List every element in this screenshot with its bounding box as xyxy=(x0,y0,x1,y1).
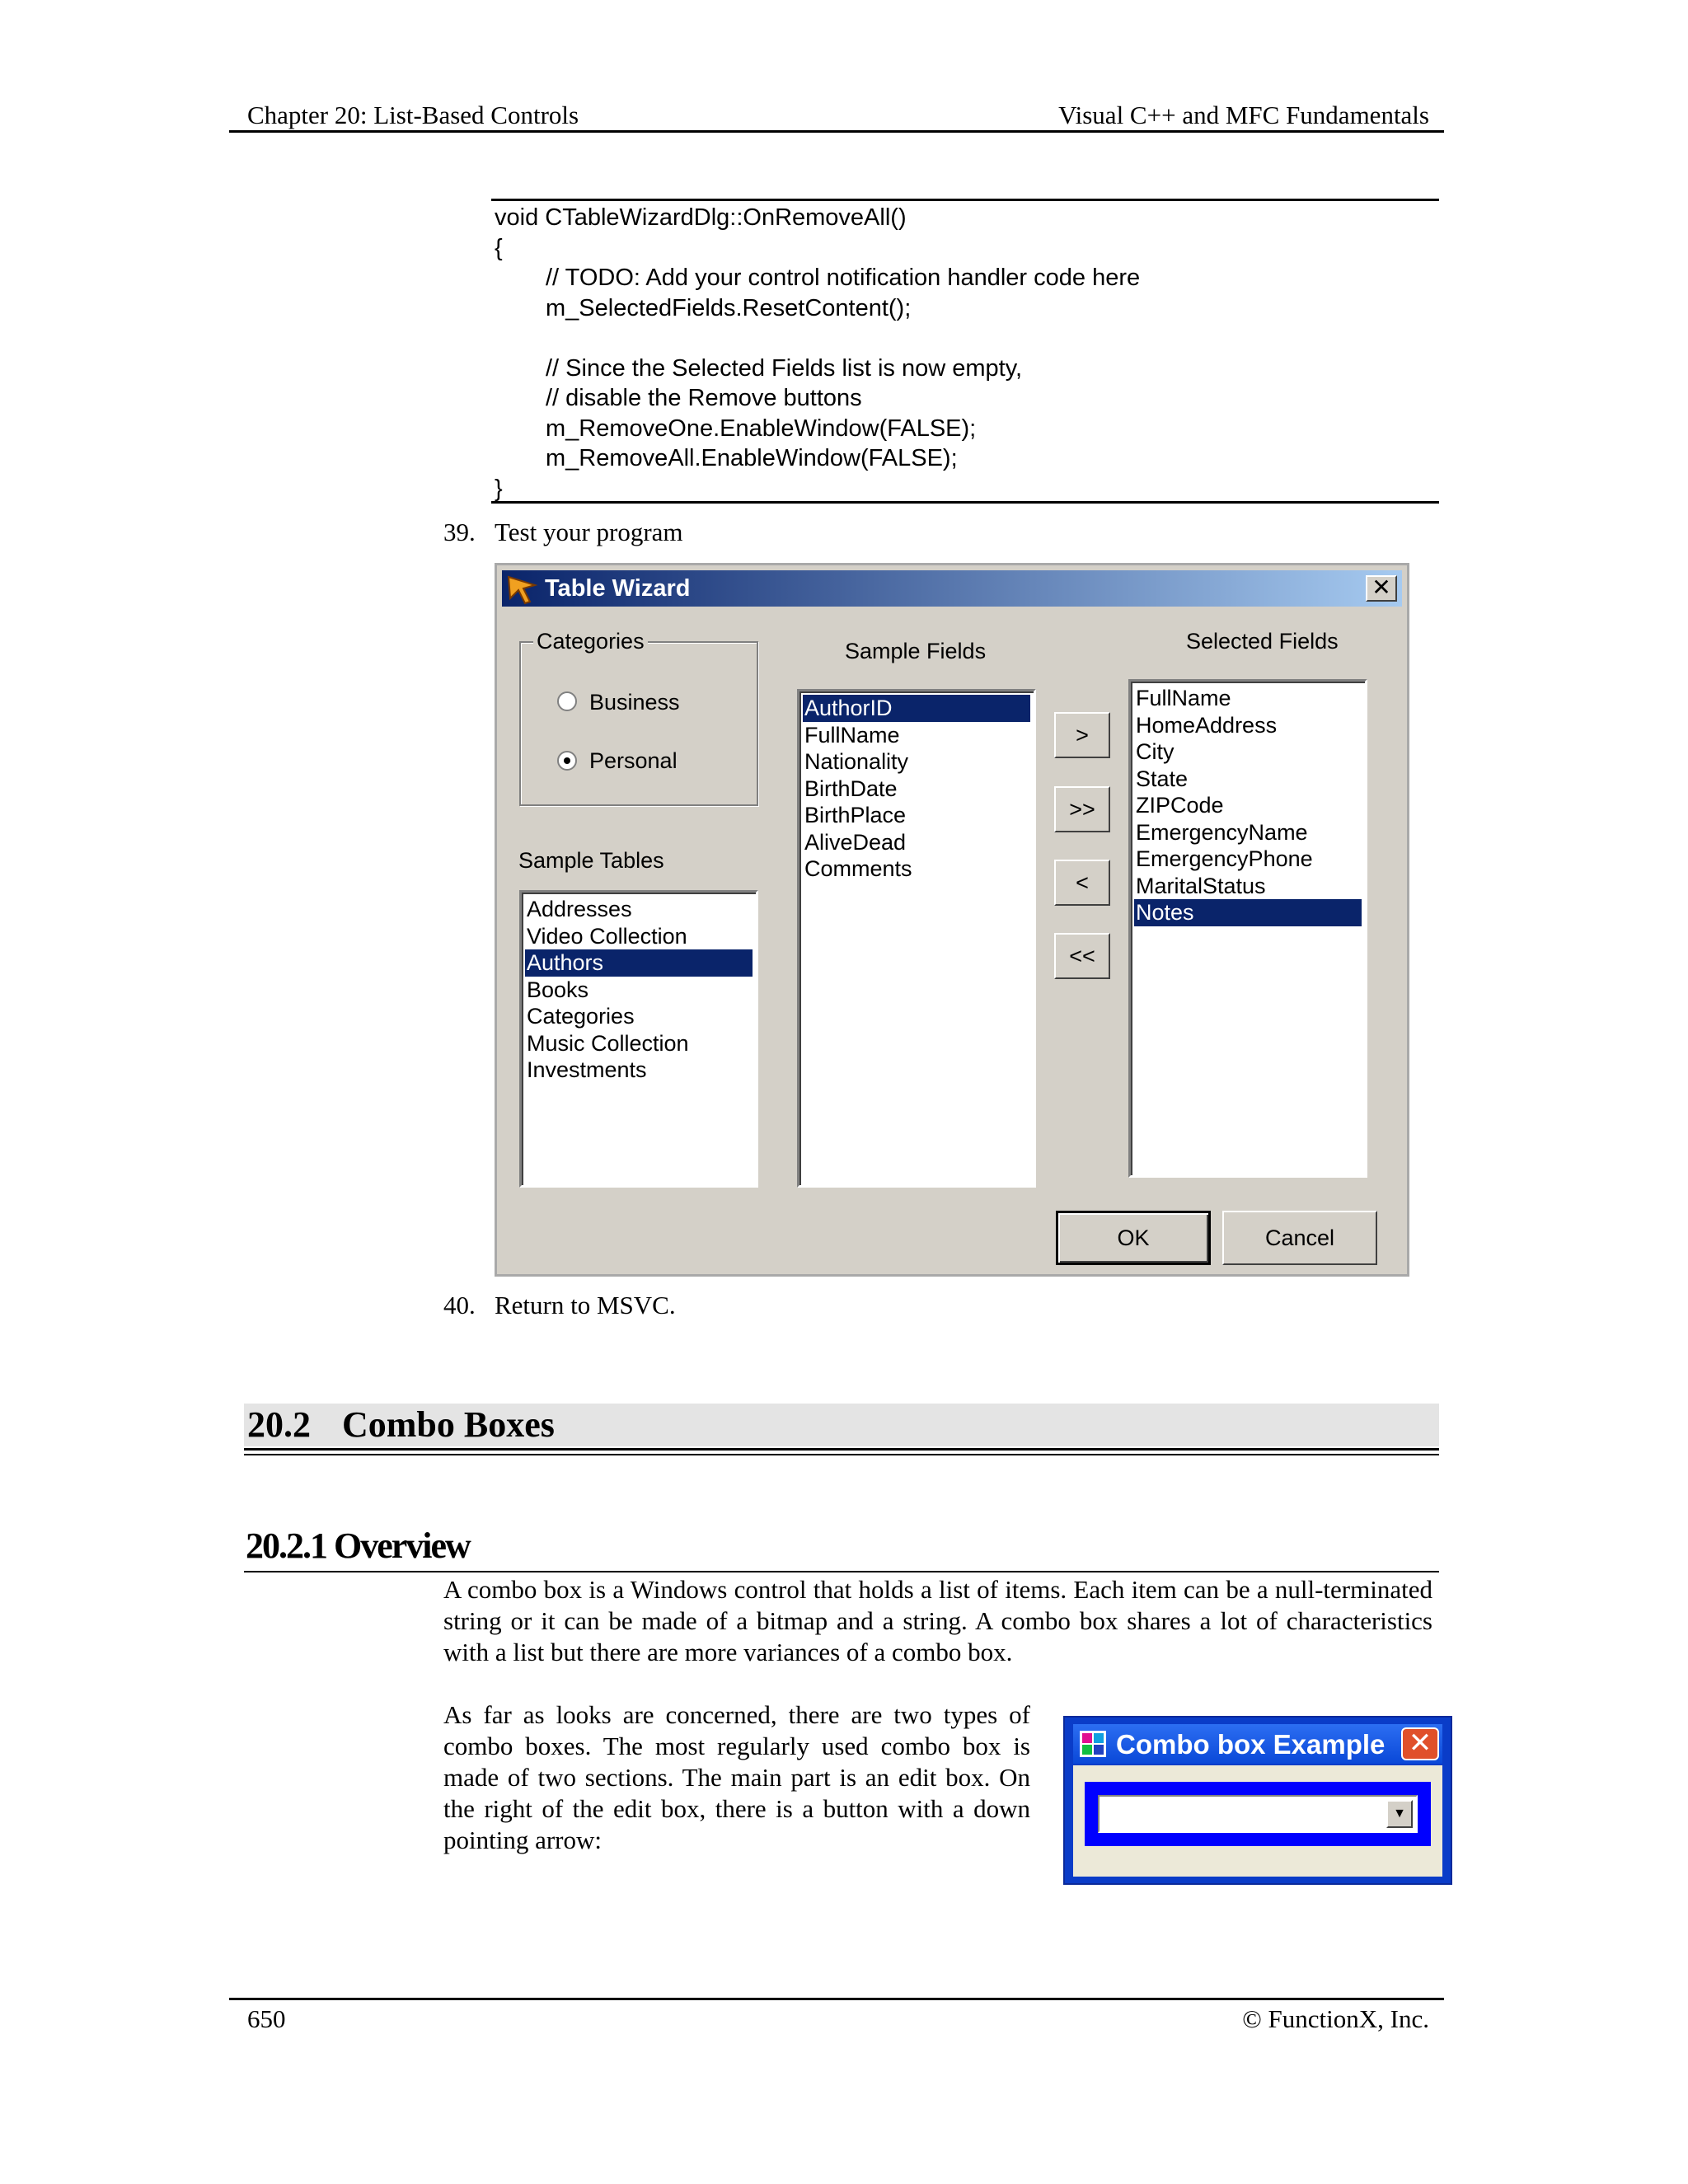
list-item[interactable]: Video Collection xyxy=(527,923,687,949)
subsection-rule xyxy=(244,1571,1439,1572)
combo-example-client-area xyxy=(1073,1765,1442,1877)
footer-rule xyxy=(229,1998,1444,2000)
list-item[interactable]: FullName xyxy=(1136,686,1231,710)
list-item[interactable]: Categories xyxy=(527,1004,635,1029)
list-item[interactable]: AliveDead xyxy=(804,829,907,855)
categories-label: Categories xyxy=(533,629,648,654)
header-rule xyxy=(229,130,1444,133)
list-item[interactable]: EmergencyPhone xyxy=(1136,846,1313,871)
list-item[interactable]: EmergencyName xyxy=(1136,819,1308,845)
code-line: // Since the Selected Fields list is now empty, xyxy=(546,354,1023,382)
list-item[interactable]: State xyxy=(1136,766,1189,791)
list-item[interactable]: Music Collection xyxy=(527,1030,689,1056)
list-item[interactable]: BirthDate xyxy=(804,776,898,801)
sample-tables-list[interactable] xyxy=(519,890,758,1188)
list-item[interactable]: AuthorID xyxy=(803,695,1030,722)
dialog-title-bar[interactable] xyxy=(502,570,1402,607)
code-line xyxy=(495,323,1434,354)
business-radio[interactable] xyxy=(557,691,577,711)
chevron-down-icon[interactable]: ▼ xyxy=(1386,1800,1413,1828)
header-chapter: Chapter 20: List-Based Controls xyxy=(247,101,579,129)
overview-paragraph-2: As far as looks are concerned, there are two types of combo boxes. The most regularly used combo box is made of two sections. The main part is an edit box. On the right of the edit box, there is a button with a down pointing arrow: xyxy=(443,1700,1030,1854)
combo-box-example-window xyxy=(1063,1716,1452,1885)
list-item[interactable]: FullName xyxy=(804,722,900,748)
selected-fields-label: Selected Fields xyxy=(1186,629,1339,654)
combo-example-title-bar[interactable] xyxy=(1073,1724,1442,1764)
page-number: 650 xyxy=(247,2004,286,2033)
table-wizard-dialog xyxy=(495,563,1409,1277)
section-title: Combo Boxes xyxy=(342,1404,555,1445)
code-top-rule xyxy=(491,199,1439,201)
list-item[interactable]: City xyxy=(1136,739,1175,764)
code-line: // disable the Remove buttons xyxy=(546,385,862,411)
overview-paragraph-1: A combo box is a Windows control that holds a list of items. Each item can be a null-terminated string or it can be made of a bitmap and a string. A combo box shares a lot of characteristics with a list but there are more variances of a combo box. xyxy=(443,1575,1432,1666)
list-item[interactable]: Comments xyxy=(804,856,912,881)
code-line: { xyxy=(495,234,503,261)
add-one-button[interactable]: > xyxy=(1054,712,1110,758)
list-item[interactable]: Authors xyxy=(525,949,753,977)
list-item[interactable]: Notes xyxy=(1134,899,1362,926)
ok-button[interactable]: OK xyxy=(1056,1211,1211,1265)
section-number: 20.2 xyxy=(247,1404,311,1445)
close-button[interactable]: ✕ xyxy=(1401,1727,1439,1760)
code-block xyxy=(495,203,1434,504)
close-button[interactable]: ✕ xyxy=(1366,575,1397,602)
section-rule-1 xyxy=(244,1448,1439,1451)
code-line: void CTableWizardDlg::OnRemoveAll() xyxy=(495,204,907,231)
code-bottom-rule xyxy=(491,501,1439,504)
section-rule-2 xyxy=(244,1454,1439,1455)
list-item[interactable]: Nationality xyxy=(804,749,909,774)
sample-fields-list[interactable] xyxy=(797,689,1036,1188)
list-item[interactable]: Investments xyxy=(527,1057,647,1082)
list-item[interactable]: HomeAddress xyxy=(1136,712,1278,738)
code-line: m_SelectedFields.ResetContent(); xyxy=(546,294,912,321)
list-item[interactable]: Addresses xyxy=(527,897,632,921)
cancel-button[interactable]: Cancel xyxy=(1222,1211,1377,1265)
section-heading xyxy=(247,1404,555,1446)
header-book-title: Visual C++ and MFC Fundamentals xyxy=(1058,101,1429,129)
selected-fields-list[interactable] xyxy=(1128,679,1367,1178)
step-text: Return to MSVC. xyxy=(495,1291,676,1319)
remove-one-button[interactable]: < xyxy=(1054,860,1110,906)
personal-radio-label[interactable]: Personal xyxy=(589,748,678,773)
list-item[interactable]: MaritalStatus xyxy=(1136,873,1266,898)
code-line: // TODO: Add your control notification handler code here xyxy=(546,265,1141,291)
personal-radio[interactable] xyxy=(557,751,577,771)
list-item[interactable]: BirthPlace xyxy=(804,803,907,827)
footer-copyright: © FunctionX, Inc. xyxy=(1242,2004,1429,2033)
code-line: m_RemoveOne.EnableWindow(FALSE); xyxy=(546,415,977,442)
step-number: 39. xyxy=(443,518,476,546)
step-number: 40. xyxy=(443,1291,476,1319)
code-line: m_RemoveAll.EnableWindow(FALSE); xyxy=(546,445,958,471)
code-line: } xyxy=(495,475,503,502)
sample-tables-label: Sample Tables xyxy=(518,848,664,873)
sample-fields-label: Sample Fields xyxy=(845,639,987,663)
business-radio-label[interactable]: Business xyxy=(589,690,680,715)
list-item[interactable]: Books xyxy=(527,977,589,1002)
categories-group xyxy=(519,641,758,806)
remove-all-button[interactable]: << xyxy=(1054,933,1110,979)
subsection-heading: 20.2.1 Overview xyxy=(246,1526,470,1566)
step-text: Test your program xyxy=(495,518,683,546)
combo-example-title: Combo box Example xyxy=(1116,1729,1386,1760)
combo-box[interactable] xyxy=(1098,1795,1418,1833)
list-item[interactable]: ZIPCode xyxy=(1136,793,1224,818)
combo-focus-frame xyxy=(1085,1782,1431,1846)
app-icon xyxy=(1080,1731,1106,1757)
dialog-title: Table Wizard xyxy=(545,575,691,602)
add-all-button[interactable]: >> xyxy=(1054,786,1110,832)
wizard-wand-icon xyxy=(505,574,538,605)
